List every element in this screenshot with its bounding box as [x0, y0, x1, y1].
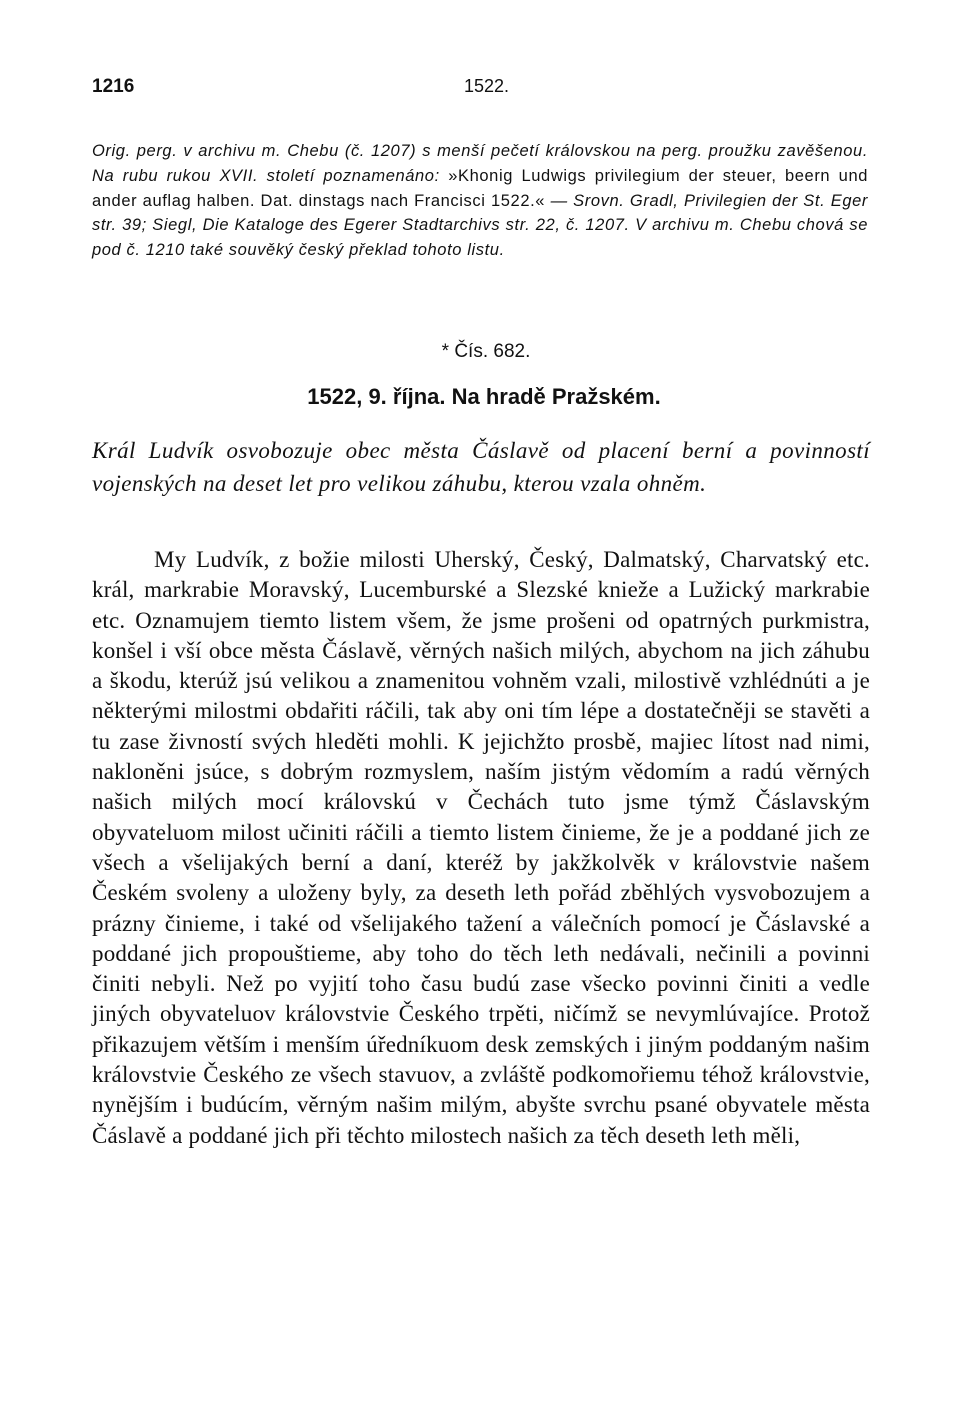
- page-number: 1216: [92, 76, 135, 97]
- dateline: 1522, 9. října. Na hradě Pražském.: [307, 384, 661, 409]
- archival-note: [92, 139, 868, 263]
- charter-text: [92, 545, 870, 1151]
- running-head-year: 1522.: [464, 76, 510, 96]
- archival-note-references: — Srovn. Gradl, Privilegien der St. Eger str. 39; Siegl, Die Kataloge des Egerer Stadtarchivs str. 22, č. 1207. V archivu m. Chebu chová se pod č. 1210 také souvěký český překlad tohoto listu.: [92, 191, 868, 260]
- document-number: * Čís. 682.: [441, 341, 531, 362]
- charter-body: My Ludvík, z božie milosti Uherský, Český, Dalmatský, Charvatský etc. král, markrabie Moravský, Lucemburské a Slezské knieže a Lužický markrabie etc. Oznamujem tiemto listem všem, že jsme prošeni od opatrných purkmistra, konšel i vší obce města Čáslavě, věrných našich milých, abychom na jich záhubu a škodu, kterúž jsú velikou a znamenitou vohněm vzali, milostivě vzhlédnúti a je některými milostmi obdařiti ráčili, tak aby oni tím lépe a dostatečněji se stavěti a tu zase živností svých hleděti mohli. K jejichžto prosbě, majiec lítost nad nimi, nakloněni jsúce, s dobrým rozmyslem, naším jistým vědomím a radú věrných našich milých mocí královskú v Čechách tuto jsme týmž Čáslavským obyvateluom milost učiniti ráčili a tiemto listem činieme, že je a poddané jich ze všech a všelijakých berní a daní, kteréž by jakžkolvěk v královstvie našem Českém svoleny a uloženy byly, za deseth leth pořád zběhlých vysvobozujem a prázny činieme, i také od všelijakého tažení a válečních pomocí je Čáslavské a poddané jich propouštieme, aby toho do těch leth nedávali, nečinili a povinni činiti nebyli. Než po vyjití toho času budú zase všecko povinni činiti a vedle jiných obyvateluov královstvie Českého trpěti, ničímž se nevymlúvajíce. Protož přikazujem větším i menším úředníkuom desk zemských i jiným poddaným našim královstvie Českého ze všech stavuov, a zvláště podkomořiemu téhož královstvie, nynějším i budúcím, věrným našim milým, abyšte svrchu psané obyvatele města Čáslavě a poddané jich při těchto milostech našich za těch deseth leth měli,: [92, 547, 870, 1148]
- page-header: [92, 76, 872, 106]
- regest-summary: Král Ludvík osvobozuje obec města Čáslavě od placení berní a povinností vojenských na deset let pro velikou záhubu, kterou vzala ohněm.: [92, 438, 870, 496]
- archival-note-intro: Orig. perg. v archivu m. Chebu (č. 1207) s menší pečetí královskou na perg. proužku zavěšenou. Na rubu rukou XVII. století poznamenáno:: [92, 142, 868, 185]
- archival-note-quote: »Khonig Ludwigs privilegium der steuer, beern und ander auflag halben. Dat. dinstags nach Francisci 1522.«: [92, 166, 869, 210]
